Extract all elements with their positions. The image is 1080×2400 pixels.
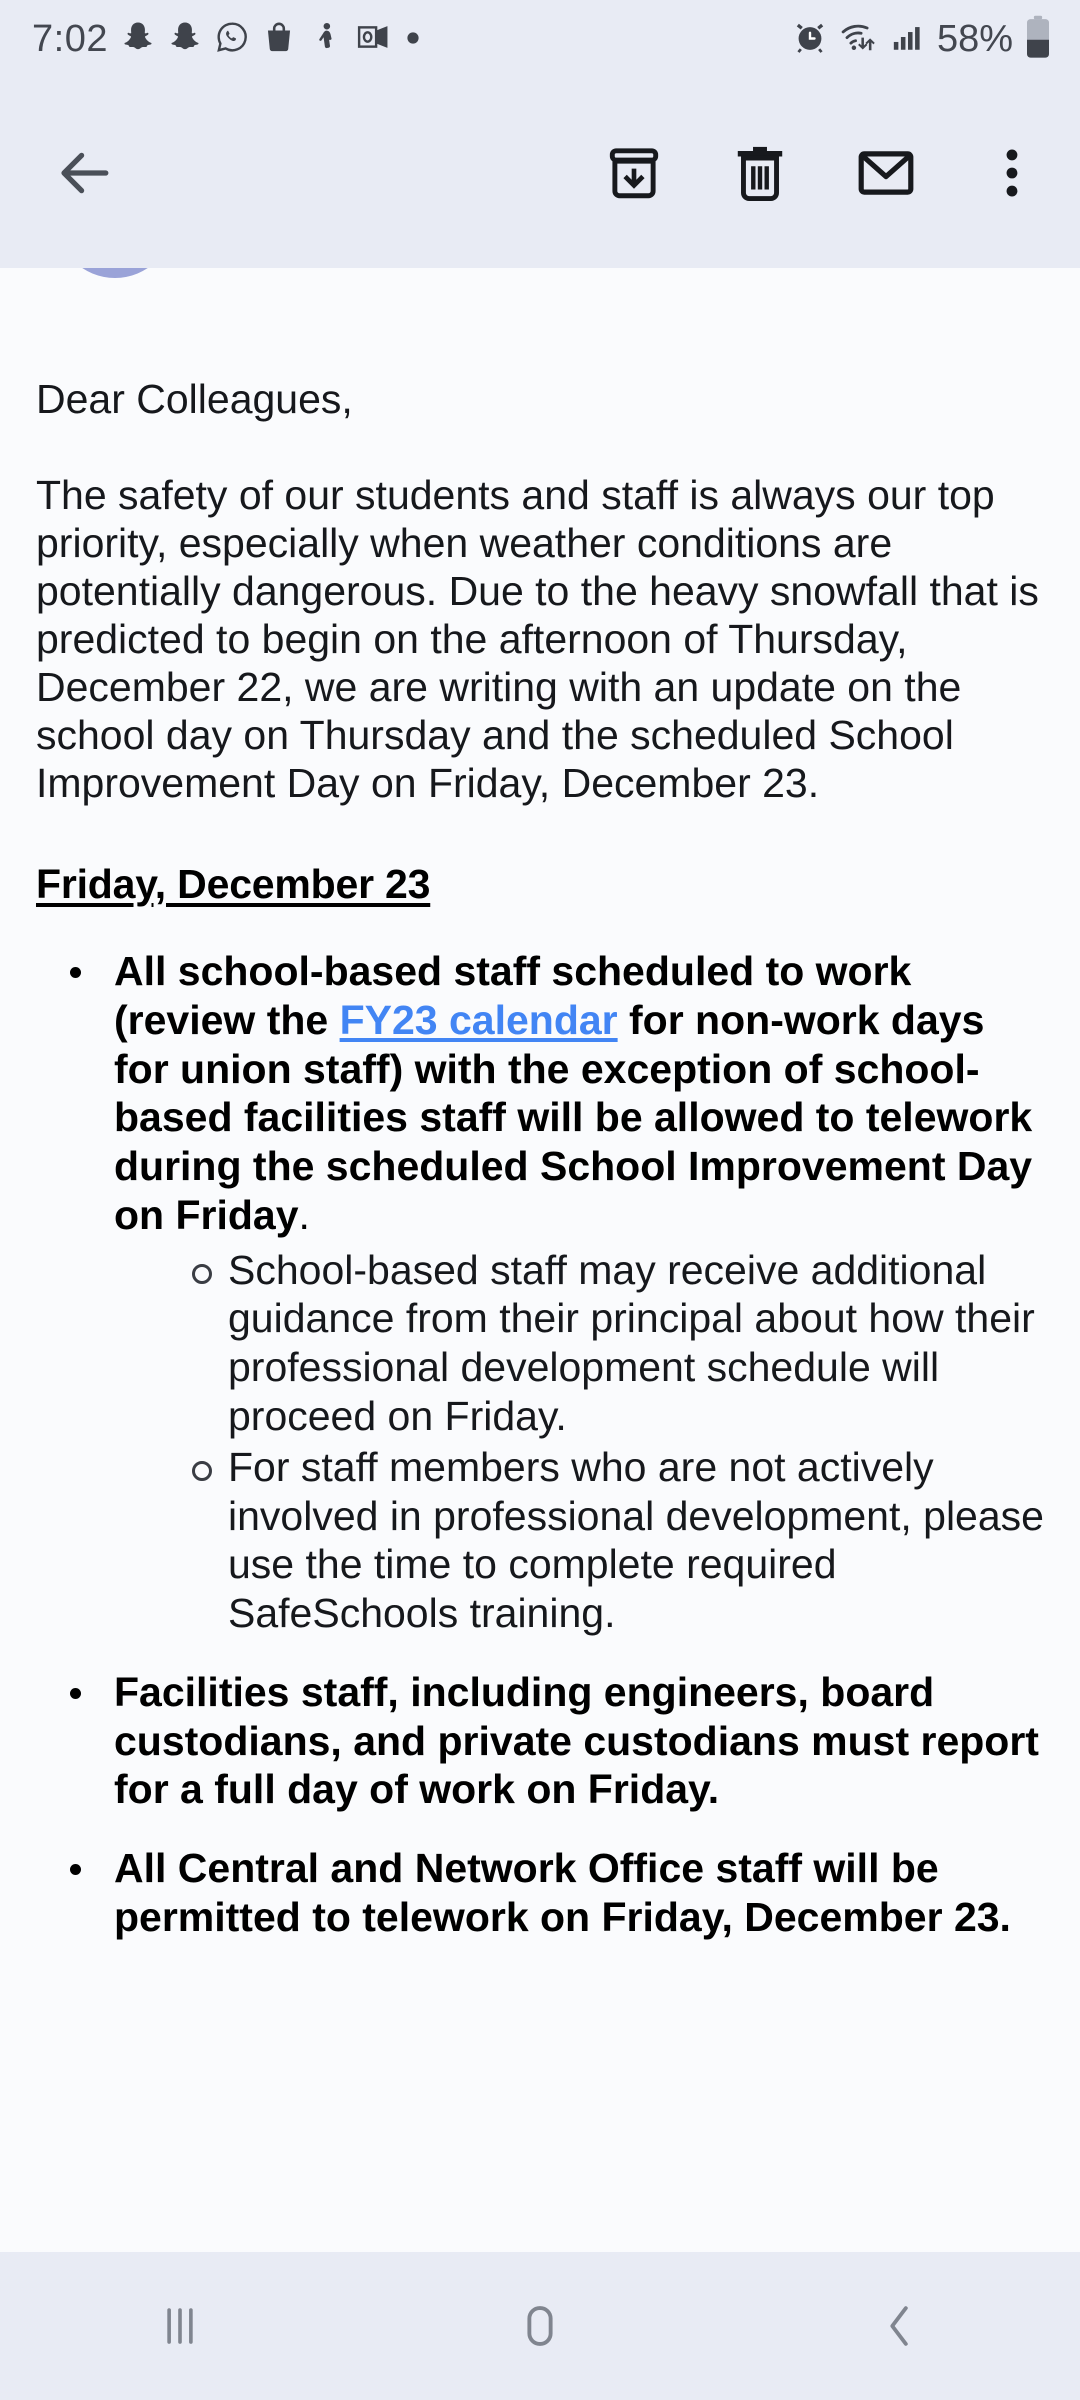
recents-icon (151, 2297, 209, 2355)
greeting-text: Dear Colleagues, (36, 376, 353, 422)
recent-apps-button[interactable] (105, 2271, 255, 2381)
status-bar-left (32, 18, 423, 61)
chevron-left-icon (871, 2297, 929, 2355)
status-bar (0, 0, 1080, 78)
fy23-calendar-link[interactable]: FY23 calendar (339, 996, 618, 1043)
email-body-scroll[interactable] (0, 268, 1080, 2252)
more-options-button[interactable] (970, 131, 1054, 215)
home-icon (511, 2297, 569, 2355)
snapchat-icon (168, 20, 202, 59)
toolbar-actions (592, 131, 1054, 215)
list-item: School-based staff may receive additional guidance from their principal about how their professional development schedule will proceed on Friday. (192, 1246, 1044, 1441)
bullet-text-before-link: All school-based staff scheduled to work (review the (114, 947, 912, 1043)
archive-icon (603, 142, 665, 204)
nav-back-button[interactable] (825, 2271, 975, 2381)
envelope-icon (855, 142, 917, 204)
home-button[interactable] (465, 2271, 615, 2381)
trash-icon (729, 142, 791, 204)
list-item: Facilities staff, including engineers, board custodians, and private custodians must report for a full day of work on Friday. (36, 1668, 1044, 1814)
battery-percent-label: 58% (936, 17, 1013, 60)
list-item: For staff members who are not actively involved in professional development, please use the time to complete required SafeSchools training. (192, 1443, 1044, 1638)
wifi-icon (839, 19, 879, 60)
person-icon (309, 20, 343, 59)
archive-button[interactable] (592, 131, 676, 215)
back-button[interactable] (40, 127, 132, 219)
list-item (36, 947, 1044, 1638)
outlook-icon (356, 20, 390, 59)
alarm-icon (792, 19, 828, 60)
delete-button[interactable] (718, 131, 802, 215)
bullet-trailing-period: . (298, 1191, 310, 1238)
mark-unread-button[interactable] (844, 131, 928, 215)
cellular-signal-icon (890, 20, 926, 59)
dot-icon (403, 20, 423, 59)
avatar (56, 268, 174, 278)
section-heading: Friday, December 23 (36, 860, 431, 907)
email-body (0, 376, 1080, 1942)
battery-icon (1024, 15, 1052, 64)
list-item: All Central and Network Office staff will be permitted to telework on Friday, December 23. (36, 1844, 1044, 1942)
bullet-text-after-link: for non-work days for union staff) with the exception of school-based facilities staff will be allowed to telework during the scheduled School Improvement Day on Friday (114, 996, 1033, 1238)
bullet-list-level2 (114, 1246, 1044, 1638)
whatsapp-icon (215, 20, 249, 59)
email-toolbar (0, 78, 1080, 268)
snapchat-icon (121, 20, 155, 59)
more-vertical-icon (986, 142, 1038, 204)
status-bar-right (792, 15, 1052, 64)
arrow-left-icon (53, 140, 119, 206)
bullet-list-level1 (36, 947, 1044, 1942)
system-nav-bar (0, 2252, 1080, 2400)
status-clock: 7:02 (32, 17, 108, 60)
shopping-bag-icon (262, 20, 296, 59)
intro-paragraph: The safety of our students and staff is always our top priority, especially when weather conditions are potentially dangerous. Due to the heavy snowfall that is predicted to begin on the afternoon of Thursday, December 22, we are writing with an update on the school day on Thursday and the scheduled School Improvement Day on Friday, December 23. (36, 471, 1039, 806)
